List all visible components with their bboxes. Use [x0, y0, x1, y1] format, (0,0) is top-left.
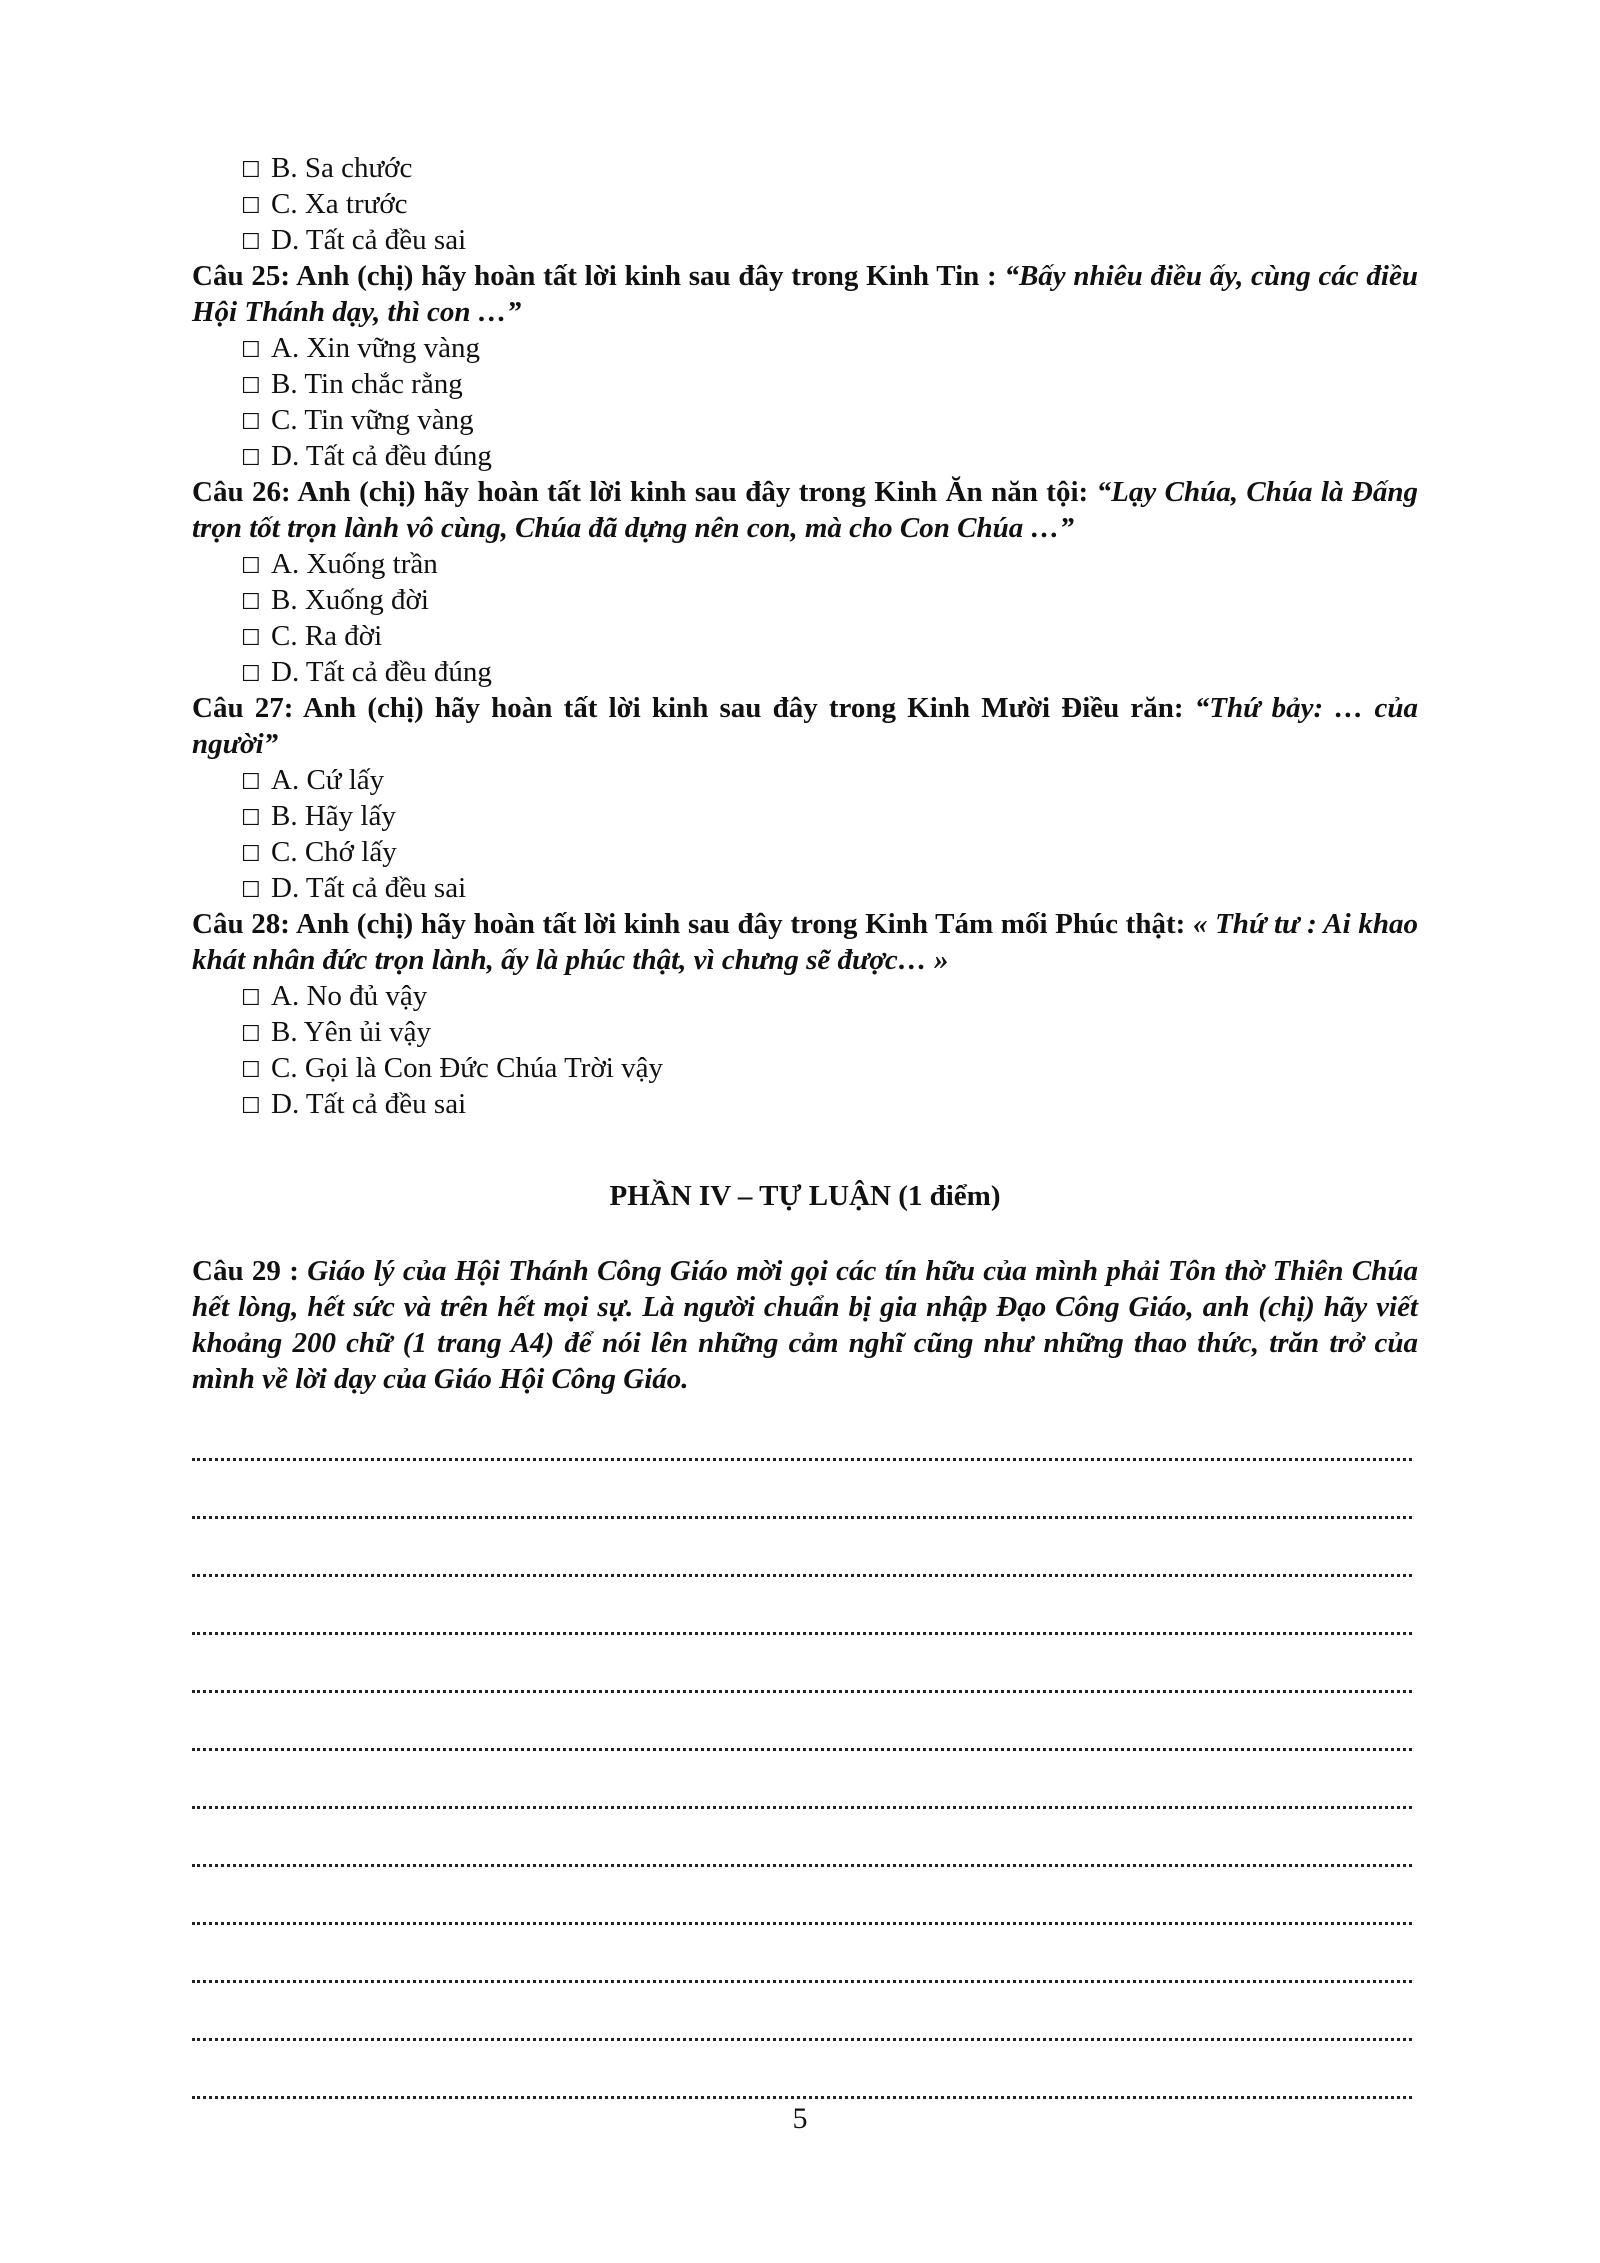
prayer-quote: “Thứ bảy: … của người”	[192, 692, 1419, 760]
answer-option[interactable]	[241, 222, 1418, 258]
page-number: 5	[792, 2102, 808, 2135]
page-content	[192, 150, 1418, 2119]
answer-option[interactable]	[241, 546, 1418, 582]
option-label: D. Tất cả đều đúng	[271, 656, 492, 688]
question-block	[192, 258, 1418, 474]
checkbox-icon[interactable]: ☐	[241, 374, 261, 399]
question-prompt: Anh (chị) hãy hoàn tất lời kinh sau đây trong Kinh Tin :	[289, 260, 1005, 292]
answer-line[interactable]	[192, 1481, 1418, 1539]
checkbox-icon[interactable]: ☐	[241, 842, 261, 867]
checkbox-icon[interactable]: ☐	[241, 1058, 261, 1083]
checkbox-icon[interactable]: ☐	[241, 158, 261, 183]
answer-line[interactable]	[192, 1539, 1418, 1597]
checkbox-icon[interactable]: ☐	[241, 662, 261, 687]
answer-option[interactable]	[241, 582, 1418, 618]
checkbox-icon[interactable]: ☐	[241, 878, 261, 903]
section-heading: PHẦN IV – TỰ LUẬN (1 điểm)	[609, 1180, 1001, 1212]
answer-line[interactable]	[192, 2003, 1418, 2061]
checkbox-icon[interactable]: ☐	[241, 230, 261, 255]
option-label: D. Tất cả đều sai	[271, 872, 467, 904]
checkbox-icon[interactable]: ☐	[241, 554, 261, 579]
checkbox-icon[interactable]: ☐	[241, 626, 261, 651]
option-label: B. Xuống đời	[271, 584, 429, 616]
checkbox-icon[interactable]: ☐	[241, 338, 261, 363]
answer-option[interactable]	[241, 654, 1418, 690]
checkbox-icon[interactable]: ☐	[241, 1022, 261, 1047]
question-block	[192, 906, 1418, 1122]
option-label: C. Xa trước	[271, 188, 408, 220]
option-label: C. Tin vững vàng	[271, 404, 474, 436]
answer-line[interactable]	[192, 1771, 1418, 1829]
essay-block	[192, 1253, 1418, 2119]
checkbox-icon[interactable]: ☐	[241, 446, 261, 471]
question-number: Câu 29 :	[192, 1255, 299, 1287]
question-text	[192, 258, 1418, 330]
essay-question	[192, 1253, 1418, 1397]
option-label: B. Hãy lấy	[271, 800, 396, 832]
answer-option[interactable]	[241, 150, 1418, 186]
checkbox-icon[interactable]: ☐	[241, 410, 261, 435]
option-label: B. Sa chước	[271, 152, 413, 184]
prayer-quote: “Lạy Chúa, Chúa là Đấng trọn tốt trọn lành vô cùng, Chúa đã dựng nên con, mà cho Con Chúa …”	[192, 476, 1418, 544]
checkbox-icon[interactable]: ☐	[241, 1094, 261, 1119]
checkbox-icon[interactable]: ☐	[241, 986, 261, 1011]
answer-option[interactable]	[241, 978, 1418, 1014]
answer-area[interactable]	[192, 1423, 1418, 2119]
answer-option[interactable]	[241, 438, 1418, 474]
essay-prompt: Giáo lý của Hội Thánh Công Giáo mời gọi các tín hữu của mình phải Tôn thờ Thiên Chúa hết lòng, hết sức và trên hết mọi sự. Là người chuẩn bị gia nhập Đạo Công Giáo, anh (chị) hãy viết khoảng 200 chữ (1 trang A4) để nói lên những cảm nghĩ cũng như những thao thức, trăn trở của mình về lời dạy của Giáo Hội Công Giáo.	[192, 1255, 1418, 1395]
answer-option[interactable]	[241, 366, 1418, 402]
answer-option[interactable]	[241, 618, 1418, 654]
question-number: Câu 28:	[192, 908, 290, 940]
question-prompt: Anh (chị) hãy hoàn tất lời kinh sau đây trong Kinh Ăn năn tội:	[290, 476, 1097, 508]
answer-line[interactable]	[192, 1945, 1418, 2003]
question-text	[192, 474, 1418, 546]
option-label: B. Yên ủi vậy	[271, 1016, 432, 1048]
answer-option[interactable]	[241, 762, 1418, 798]
question-block	[192, 690, 1418, 906]
option-label: C. Chớ lấy	[271, 836, 397, 868]
answer-option[interactable]	[241, 1086, 1418, 1122]
checkbox-icon[interactable]: ☐	[241, 194, 261, 219]
answer-line[interactable]	[192, 1887, 1418, 1945]
option-label: D. Tất cả đều sai	[271, 224, 467, 256]
options-continued	[192, 150, 1418, 258]
answer-option[interactable]	[241, 186, 1418, 222]
answer-line[interactable]	[192, 1655, 1418, 1713]
answer-line[interactable]	[192, 1423, 1418, 1481]
option-label: B. Tin chắc rằng	[271, 368, 463, 400]
question-block	[192, 474, 1418, 690]
answer-option[interactable]	[241, 798, 1418, 834]
option-label: A. Xin vững vàng	[271, 332, 481, 364]
answer-option[interactable]	[241, 834, 1418, 870]
option-label: A. Cứ lấy	[271, 764, 385, 796]
answer-option[interactable]	[241, 1014, 1418, 1050]
checkbox-icon[interactable]: ☐	[241, 806, 261, 831]
option-label: C. Gọi là Con Đức Chúa Trời vậy	[271, 1052, 663, 1084]
question-number: Câu 26:	[192, 476, 291, 508]
prayer-quote: « Thứ tư : Ai khao khát nhân đức trọn lành, ấy là phúc thật, vì chưng sẽ được… »	[192, 908, 1418, 976]
question-number: Câu 25:	[192, 260, 290, 292]
option-label: D. Tất cả đều sai	[271, 1088, 467, 1120]
answer-option[interactable]	[241, 1050, 1418, 1086]
question-number: Câu 27:	[192, 692, 294, 724]
question-prompt: Anh (chị) hãy hoàn tất lời kinh sau đây trong Kinh Mười Điều răn:	[293, 692, 1195, 724]
answer-option[interactable]	[241, 330, 1418, 366]
answer-line[interactable]	[192, 1713, 1418, 1771]
prayer-quote: “Bấy nhiêu điều ấy, cùng các điều Hội Thánh dạy, thì con …”	[192, 260, 1418, 328]
checkbox-icon[interactable]: ☐	[241, 590, 261, 615]
question-prompt: Anh (chị) hãy hoàn tất lời kinh sau đây trong Kinh Tám mối Phúc thật:	[289, 908, 1193, 940]
option-label: A. No đủ vậy	[271, 980, 428, 1012]
question-text	[192, 690, 1418, 762]
answer-line[interactable]	[192, 1597, 1418, 1655]
answer-option[interactable]	[241, 870, 1418, 906]
question-text	[192, 906, 1418, 978]
option-label: A. Xuống trần	[271, 548, 438, 580]
answer-option[interactable]	[241, 402, 1418, 438]
option-label: C. Ra đời	[271, 620, 383, 652]
option-label: D. Tất cả đều đúng	[271, 440, 492, 472]
answer-line[interactable]	[192, 1829, 1418, 1887]
checkbox-icon[interactable]: ☐	[241, 770, 261, 795]
